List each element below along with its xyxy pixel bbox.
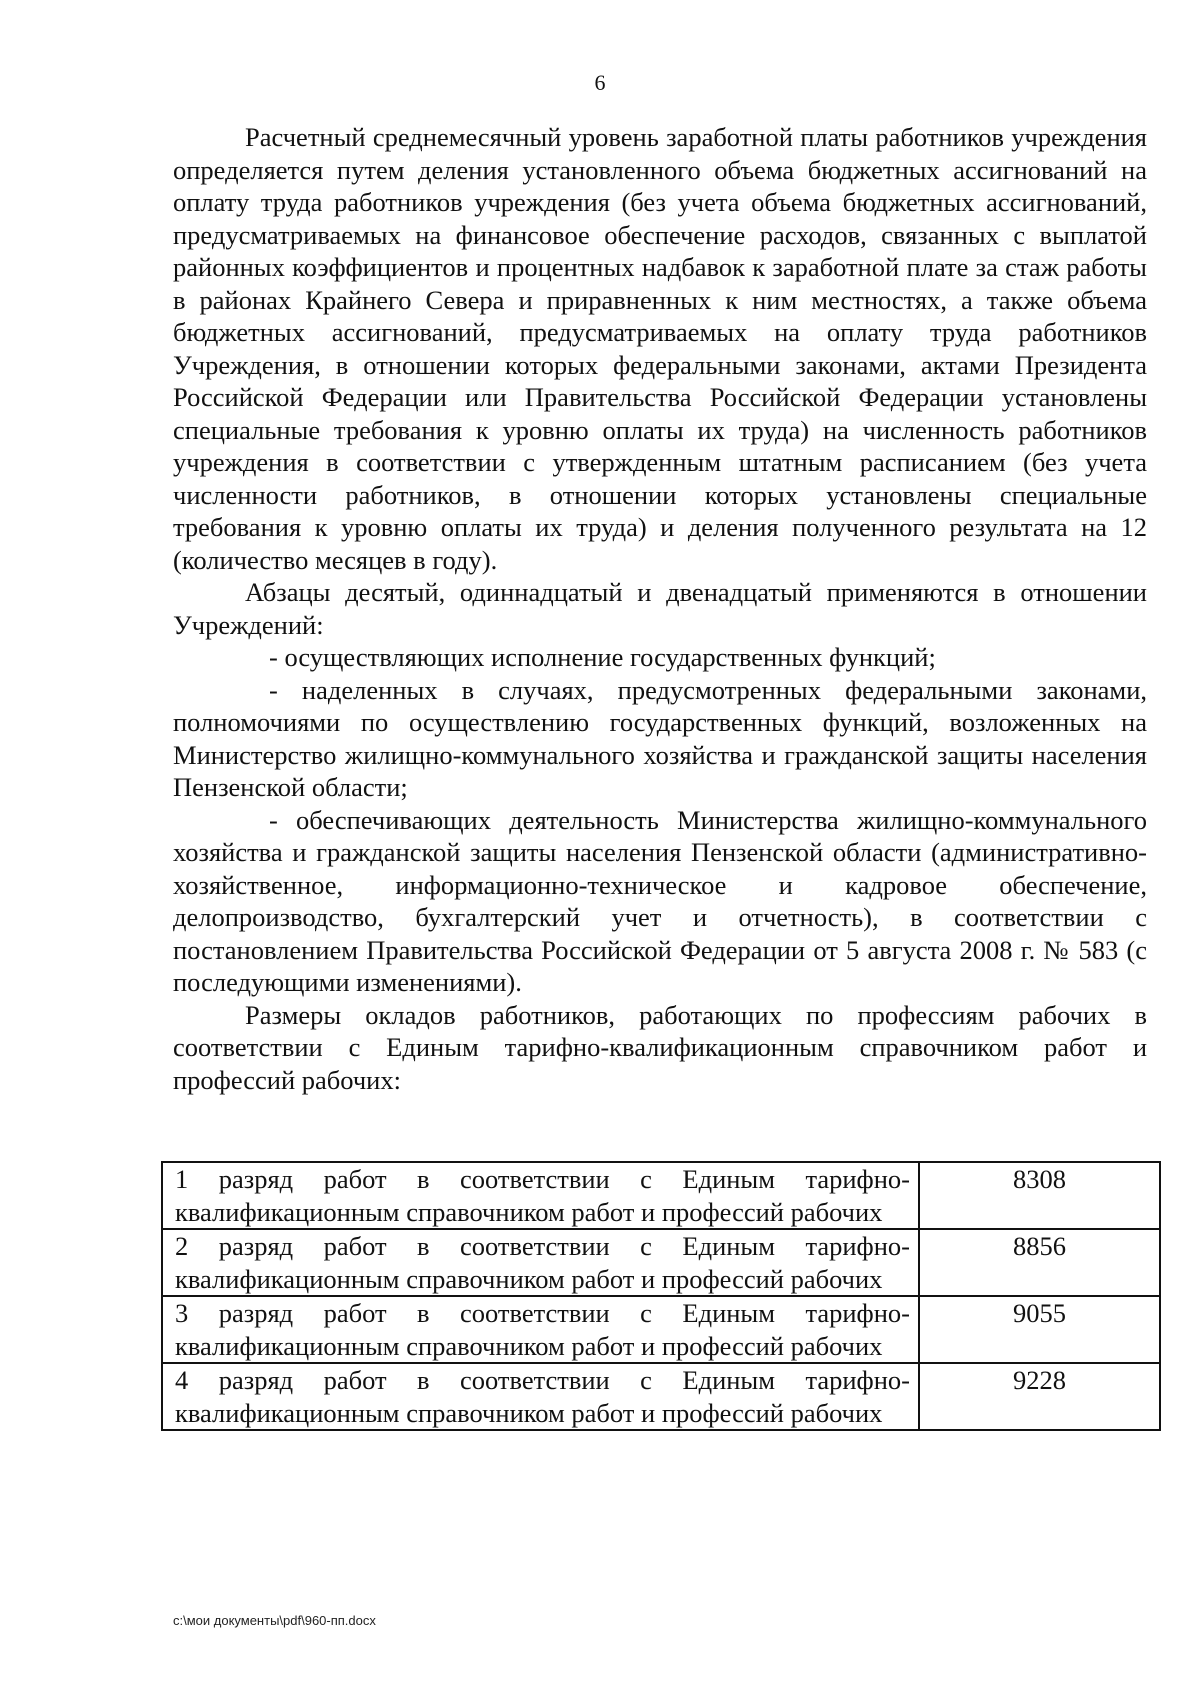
grade-description: 3 разряд работ в соответствии с Единым тарифно-квалификационным справочником работ и профессий рабочих bbox=[162, 1296, 919, 1363]
paragraph-worker-salaries: Размеры окладов работников, работающих по профессиям рабочих в соответствии с Единым тарифно-квалификационным справочником работ и профессий рабочих: bbox=[173, 999, 1147, 1095]
page-number: 6 bbox=[594, 70, 606, 95]
grade-description: 1 разряд работ в соответствии с Единым тарифно-квалификационным справочником работ и профессий рабочих bbox=[162, 1162, 919, 1229]
list-item-delegated-powers: - наделенных в случаях, предусмотренных федеральными законами, полномочиями по осуществлению государственных функций, возложенных на Министерство жилищно-коммунального хозяйства и гражданской защиты населения Пензенской области; bbox=[173, 674, 1147, 802]
document-body bbox=[173, 121, 1147, 1096]
list-item-state-functions: - осуществляющих исполнение государственных функций; bbox=[269, 642, 936, 672]
salary-value: 9228 bbox=[919, 1363, 1160, 1430]
grade-description: 2 разряд работ в соответствии с Единым тарифно-квалификационным справочником работ и профессий рабочих bbox=[162, 1229, 919, 1296]
salary-value: 8308 bbox=[919, 1162, 1160, 1229]
paragraph-applicability: Абзацы десятый, одиннадцатый и двенадцатый применяются в отношении Учреждений: bbox=[173, 577, 1147, 640]
grade-description: 4 разряд работ в соответствии с Единым тарифно-квалификационным справочником работ и профессий рабочих bbox=[162, 1363, 919, 1430]
table-row bbox=[162, 1363, 1160, 1430]
table-row bbox=[162, 1296, 1160, 1363]
salary-rates-table bbox=[161, 1161, 1161, 1431]
salary-value: 9055 bbox=[919, 1296, 1160, 1363]
salary-value: 8856 bbox=[919, 1229, 1160, 1296]
list-item-ministry-support: - обеспечивающих деятельность Министерства жилищно-коммунального хозяйства и гражданской защиты населения Пензенской области (административно-хозяйственное, информационно-техническое и кадровое обеспечение, делопроизводство, бухгалтерский учет и отчетность), в соответствии с постановлением Правительства Российской Федерации от 5 августа 2008 г. № 583 (с последующими изменениями). bbox=[173, 804, 1147, 997]
file-path-footer: c:\мои документы\pdf\960-пп.docx bbox=[173, 1613, 376, 1628]
table-row bbox=[162, 1229, 1160, 1296]
table-row bbox=[162, 1162, 1160, 1229]
paragraph-salary-calculation: Расчетный среднемесячный уровень заработной платы работников учреждения определяется путем деления установленного объема бюджетных ассигнований на оплату труда работников учреждения (без учета объема бюджетных ассигнований, предусматриваемых на финансовое обеспечение расходов, связанных с выплатой районных коэффициентов и процентных надбавок к заработной плате за стаж работы в районах Крайнего Севера и приравненных к ним местностях, а также объема бюджетных ассигнований, предусматриваемых на оплату труда работников Учреждения, в отношении которых федеральными законами, актами Президента Российской Федерации или Правительства Российской Федерации установлены специальные требования к уровню оплаты их труда) на численность работников учреждения в соответствии с утвержденным штатным расписанием (без учета численности работников, в отношении которых установлены специальные требования к уровню оплаты их труда) и деления полученного результата на 12 (количество месяцев в году). bbox=[173, 122, 1147, 575]
